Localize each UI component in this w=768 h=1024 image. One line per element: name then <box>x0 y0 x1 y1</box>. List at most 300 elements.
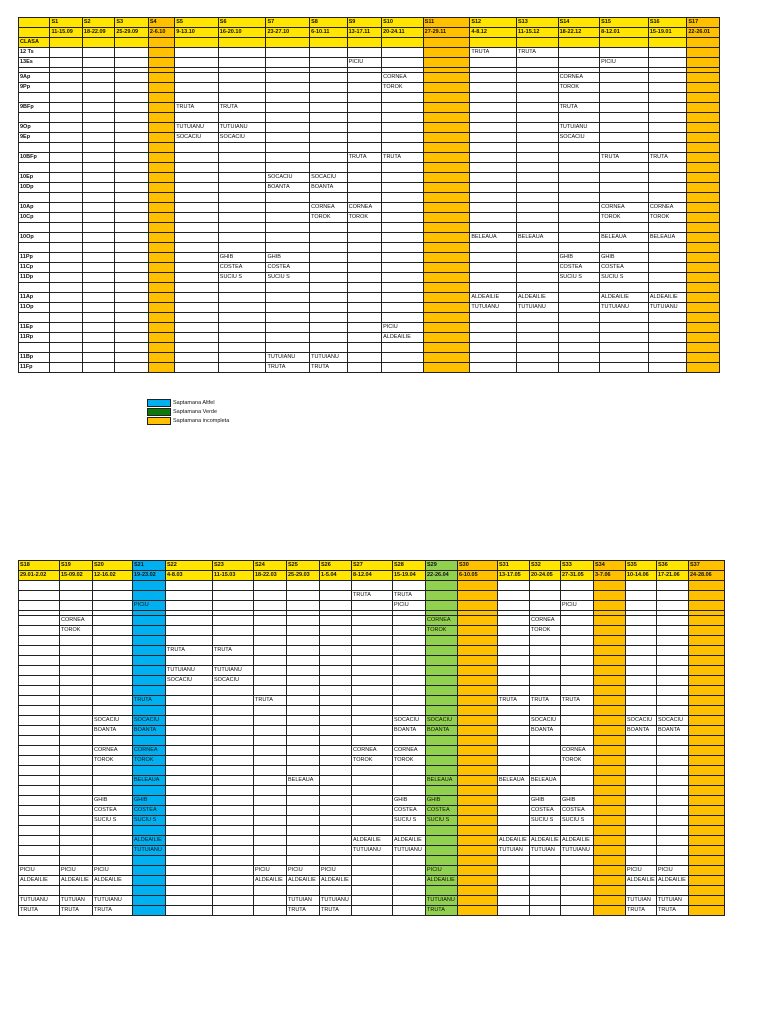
table-cell <box>594 726 626 736</box>
table-cell: PICIU <box>600 58 649 68</box>
table-cell <box>175 293 219 303</box>
table-cell <box>382 203 424 213</box>
table-row <box>19 163 720 173</box>
table-cell <box>426 886 458 896</box>
table-cell <box>93 636 133 646</box>
table-cell <box>594 906 626 916</box>
table-cell <box>516 213 558 223</box>
table-cell <box>60 826 93 836</box>
table-cell <box>82 103 114 113</box>
table-cell: COSTEA <box>133 806 166 816</box>
table-cell: ALDEAILIE <box>600 293 649 303</box>
table-cell <box>287 856 320 866</box>
table-cell <box>516 253 558 263</box>
table-cell <box>689 786 725 796</box>
table-cell <box>60 886 93 896</box>
table-cell <box>530 706 561 716</box>
table-cell <box>423 203 470 213</box>
legend-item-verde <box>147 407 229 416</box>
table-cell: PICIU <box>382 323 424 333</box>
table-cell <box>310 83 348 93</box>
table-cell <box>213 846 254 856</box>
table-cell <box>50 73 82 83</box>
table-cell: TRUTA <box>218 103 266 113</box>
table-cell <box>287 806 320 816</box>
table-cell <box>50 48 82 58</box>
table-row <box>19 253 720 263</box>
table-cell: TRUTA <box>393 591 426 601</box>
date-header-cell: 15-19.04 <box>393 571 426 581</box>
table-row <box>19 273 720 283</box>
table-cell <box>458 906 498 916</box>
table-cell: ALDEAILIE <box>498 836 530 846</box>
table-cell <box>498 626 530 636</box>
table-cell <box>689 591 725 601</box>
table-cell <box>213 746 254 756</box>
table-cell <box>347 283 381 293</box>
table-cell <box>213 806 254 816</box>
table-cell <box>458 836 498 846</box>
table-cell <box>600 103 649 113</box>
week-header-cell: S11 <box>423 18 470 28</box>
class-header-fill <box>175 38 219 48</box>
table-row <box>19 143 720 153</box>
table-cell <box>175 183 219 193</box>
table-cell <box>133 786 166 796</box>
table-cell <box>382 283 424 293</box>
table-cell <box>148 343 174 353</box>
table-cell <box>19 826 60 836</box>
table-cell: ALDEAILIE <box>426 876 458 886</box>
table-cell <box>530 876 561 886</box>
table-cell: CORNEA <box>558 73 600 83</box>
table-cell: TUTUIANU <box>310 353 348 363</box>
table-cell <box>423 173 470 183</box>
table-cell <box>626 706 657 716</box>
table-cell <box>254 666 287 676</box>
table-cell: BOANTA <box>393 726 426 736</box>
table-cell <box>458 796 498 806</box>
table-cell <box>423 283 470 293</box>
table-cell <box>687 83 720 93</box>
table-cell <box>600 183 649 193</box>
table-cell <box>166 591 213 601</box>
table-cell <box>600 353 649 363</box>
table-cell: ALDEAILIE <box>287 876 320 886</box>
table-cell: TUTUIANU <box>426 896 458 906</box>
table-cell <box>82 253 114 263</box>
table-cell <box>347 73 381 83</box>
table-cell <box>347 103 381 113</box>
table-cell <box>287 786 320 796</box>
table-cell <box>50 333 82 343</box>
date-header-cell: 2-6.10 <box>148 28 174 38</box>
table-cell <box>82 213 114 223</box>
table-cell <box>648 353 687 363</box>
table-cell <box>393 616 426 626</box>
table-cell <box>516 58 558 68</box>
table-cell: BELEAUA <box>287 776 320 786</box>
table-cell <box>382 113 424 123</box>
table-cell <box>347 223 381 233</box>
row-label <box>19 243 50 253</box>
table-cell <box>498 636 530 646</box>
table-cell: TRUTA <box>648 153 687 163</box>
table-cell <box>687 303 720 313</box>
table-cell <box>426 581 458 591</box>
table-cell <box>687 253 720 263</box>
table-cell <box>60 756 93 766</box>
table-cell <box>320 786 352 796</box>
table-cell <box>310 233 348 243</box>
table-cell <box>82 273 114 283</box>
table-cell: COSTEA <box>530 806 561 816</box>
table-cell <box>82 193 114 203</box>
table-cell <box>166 776 213 786</box>
table-cell <box>148 313 174 323</box>
table-cell: TUTUIANU <box>266 353 310 363</box>
date-header-cell: 27-29.11 <box>423 28 470 38</box>
table-cell <box>657 626 689 636</box>
table-cell: TUTUIANU <box>19 896 60 906</box>
table-row <box>19 826 725 836</box>
row-label: 11Rp <box>19 333 50 343</box>
table-cell <box>689 826 725 836</box>
table-cell <box>148 123 174 133</box>
table-cell <box>50 293 82 303</box>
table-cell <box>458 591 498 601</box>
table-cell <box>320 796 352 806</box>
table-cell <box>594 686 626 696</box>
table-cell <box>352 601 393 611</box>
table-cell: TRUTA <box>558 103 600 113</box>
table-cell <box>254 626 287 636</box>
table-cell <box>254 686 287 696</box>
table-cell <box>498 876 530 886</box>
table-cell <box>50 223 82 233</box>
table-cell: TUTUIANU <box>558 123 600 133</box>
week-header-cell: S29 <box>426 561 458 571</box>
table-cell <box>516 183 558 193</box>
table-cell <box>687 263 720 273</box>
table-cell <box>60 716 93 726</box>
table-cell <box>254 726 287 736</box>
table-cell <box>175 153 219 163</box>
table-cell <box>320 646 352 656</box>
table-cell <box>594 706 626 716</box>
table-cell <box>352 686 393 696</box>
table-cell <box>175 303 219 313</box>
table-cell <box>689 796 725 806</box>
table-cell <box>382 193 424 203</box>
table-cell <box>166 906 213 916</box>
table-cell <box>287 826 320 836</box>
table-row <box>19 706 725 716</box>
table-cell <box>648 313 687 323</box>
table-cell <box>287 626 320 636</box>
table-cell <box>458 776 498 786</box>
table-cell <box>82 143 114 153</box>
table-cell <box>148 213 174 223</box>
table-cell <box>93 676 133 686</box>
date-header-cell: 23-27.10 <box>266 28 310 38</box>
table-cell <box>352 906 393 916</box>
table-cell <box>50 363 82 373</box>
table-cell <box>594 836 626 846</box>
table-cell: CORNEA <box>60 616 93 626</box>
table-cell <box>213 826 254 836</box>
table-cell <box>600 48 649 58</box>
table-cell: CORNEA <box>93 746 133 756</box>
table-cell: TRUTA <box>19 906 60 916</box>
table-cell <box>498 666 530 676</box>
table-row <box>19 656 725 666</box>
table-cell <box>175 333 219 343</box>
table-cell <box>320 746 352 756</box>
table-cell <box>254 656 287 666</box>
week-header-cell: S18 <box>19 561 60 571</box>
table-row <box>19 223 720 233</box>
table-cell <box>648 58 687 68</box>
table-cell <box>657 776 689 786</box>
week-header-cell: S28 <box>393 561 426 571</box>
table-cell <box>594 626 626 636</box>
table-cell <box>19 696 60 706</box>
table-cell <box>148 333 174 343</box>
table-cell <box>423 133 470 143</box>
class-header-fill <box>82 38 114 48</box>
class-header-row <box>19 38 720 48</box>
table-cell <box>19 676 60 686</box>
table-cell <box>166 656 213 666</box>
class-header-fill <box>687 38 720 48</box>
table-cell <box>60 766 93 776</box>
table-cell: GHIB <box>393 796 426 806</box>
table-cell <box>458 876 498 886</box>
table-cell: COSTEA <box>218 263 266 273</box>
table-cell <box>166 601 213 611</box>
table-cell <box>254 786 287 796</box>
table-cell <box>516 363 558 373</box>
table-cell: SOCACIU <box>657 716 689 726</box>
table-cell: COSTEA <box>561 806 594 816</box>
week-header-row <box>19 561 725 571</box>
table-cell <box>657 646 689 656</box>
table-cell <box>148 253 174 263</box>
table-cell <box>82 343 114 353</box>
table-cell: COSTEA <box>393 806 426 816</box>
table-cell: TRUTA <box>498 696 530 706</box>
table-cell <box>352 826 393 836</box>
table-cell <box>310 333 348 343</box>
table-cell <box>558 363 600 373</box>
table-cell <box>516 93 558 103</box>
table-cell <box>133 866 166 876</box>
table-cell <box>60 581 93 591</box>
table-cell: ALDEAILIE <box>561 836 594 846</box>
table-cell <box>393 706 426 716</box>
table-cell <box>352 736 393 746</box>
table-cell <box>594 756 626 766</box>
table-cell <box>254 906 287 916</box>
table-cell <box>648 253 687 263</box>
table-cell <box>689 696 725 706</box>
table-cell <box>287 746 320 756</box>
table-cell <box>423 343 470 353</box>
table-cell <box>423 183 470 193</box>
table-cell <box>266 233 310 243</box>
row-label <box>19 113 50 123</box>
table-cell <box>458 726 498 736</box>
table-cell <box>347 123 381 133</box>
table-cell <box>133 706 166 716</box>
table-cell <box>458 656 498 666</box>
table-cell <box>382 253 424 263</box>
table-cell: ALDEAILIE <box>657 876 689 886</box>
table-cell <box>561 666 594 676</box>
table-cell <box>423 243 470 253</box>
table-cell <box>657 846 689 856</box>
table-cell <box>320 716 352 726</box>
table-cell <box>133 581 166 591</box>
table-cell <box>648 48 687 58</box>
table-cell <box>148 153 174 163</box>
table-cell <box>175 93 219 103</box>
table-cell: CORNEA <box>426 616 458 626</box>
table-cell: TUTUIAN <box>530 846 561 856</box>
table-cell <box>115 123 148 133</box>
table-cell <box>50 343 82 353</box>
table-cell <box>689 896 725 906</box>
table-cell <box>470 133 517 143</box>
table-cell <box>347 48 381 58</box>
table-cell <box>393 676 426 686</box>
table-cell <box>516 343 558 353</box>
table-cell <box>382 293 424 303</box>
table-row <box>19 203 720 213</box>
table-row <box>19 746 725 756</box>
table-cell <box>687 243 720 253</box>
date-header-cell: 12-16.02 <box>93 571 133 581</box>
table-cell <box>60 746 93 756</box>
table-cell <box>19 601 60 611</box>
table-cell <box>561 646 594 656</box>
row-label: 11Fp <box>19 363 50 373</box>
table-cell <box>133 686 166 696</box>
table-cell <box>50 143 82 153</box>
table-cell <box>266 343 310 353</box>
table-cell: BOANTA <box>93 726 133 736</box>
table-cell <box>393 666 426 676</box>
table-cell <box>287 846 320 856</box>
table-cell <box>426 646 458 656</box>
table-cell <box>530 666 561 676</box>
table-cell <box>626 591 657 601</box>
table-cell <box>626 581 657 591</box>
table-cell <box>218 58 266 68</box>
table-cell: CORNEA <box>393 746 426 756</box>
table-cell: TRUTA <box>175 103 219 113</box>
table-cell <box>594 876 626 886</box>
table-cell <box>687 73 720 83</box>
table-cell <box>657 836 689 846</box>
table-cell <box>626 806 657 816</box>
table-cell <box>530 856 561 866</box>
table-cell <box>600 73 649 83</box>
date-header-cell: 20-24.05 <box>530 571 561 581</box>
table-cell: TRUTA <box>516 48 558 58</box>
table-cell <box>470 203 517 213</box>
table-cell <box>310 323 348 333</box>
week-header-cell: S1 <box>50 18 82 28</box>
table-cell <box>148 323 174 333</box>
table-cell: TRUTA <box>213 646 254 656</box>
table-cell <box>60 676 93 686</box>
table-cell: TUTUIANU <box>648 303 687 313</box>
table-cell <box>82 243 114 253</box>
table-cell: PICIU <box>393 601 426 611</box>
table-cell: BELEAUA <box>530 776 561 786</box>
table-cell <box>213 601 254 611</box>
table-cell <box>626 696 657 706</box>
table-cell <box>213 636 254 646</box>
week-header-cell: S21 <box>133 561 166 571</box>
table-cell <box>93 826 133 836</box>
table-cell <box>687 323 720 333</box>
table-cell <box>393 656 426 666</box>
table-cell <box>426 686 458 696</box>
table-row <box>19 756 725 766</box>
table-cell <box>600 363 649 373</box>
table-cell <box>166 866 213 876</box>
table-cell: SOCACIU <box>93 716 133 726</box>
table-cell <box>148 203 174 213</box>
table-cell <box>558 173 600 183</box>
table-cell <box>393 581 426 591</box>
table-cell: GHIB <box>93 796 133 806</box>
table-cell <box>82 58 114 68</box>
table-cell <box>347 113 381 123</box>
table-cell <box>423 263 470 273</box>
table-cell <box>594 746 626 756</box>
table-cell <box>320 826 352 836</box>
table-cell: TOROK <box>352 756 393 766</box>
table-cell <box>266 163 310 173</box>
table-cell <box>347 363 381 373</box>
table-cell <box>626 856 657 866</box>
row-label: 9Pp <box>19 83 50 93</box>
table-cell <box>423 193 470 203</box>
table-cell <box>175 323 219 333</box>
table-cell <box>470 173 517 183</box>
table-cell: ALDEAILIE <box>19 876 60 886</box>
week-header-cell: S25 <box>287 561 320 571</box>
table-cell <box>115 183 148 193</box>
table-cell <box>498 816 530 826</box>
table-cell <box>175 283 219 293</box>
table-cell <box>213 626 254 636</box>
table-cell <box>352 776 393 786</box>
table-cell <box>470 343 517 353</box>
table-cell <box>423 113 470 123</box>
table-cell <box>50 233 82 243</box>
table-cell <box>657 581 689 591</box>
table-cell: CORNEA <box>133 746 166 756</box>
week-header-cell: S35 <box>626 561 657 571</box>
table-cell: BELEAUA <box>133 776 166 786</box>
table-cell <box>166 686 213 696</box>
table-cell <box>213 896 254 906</box>
